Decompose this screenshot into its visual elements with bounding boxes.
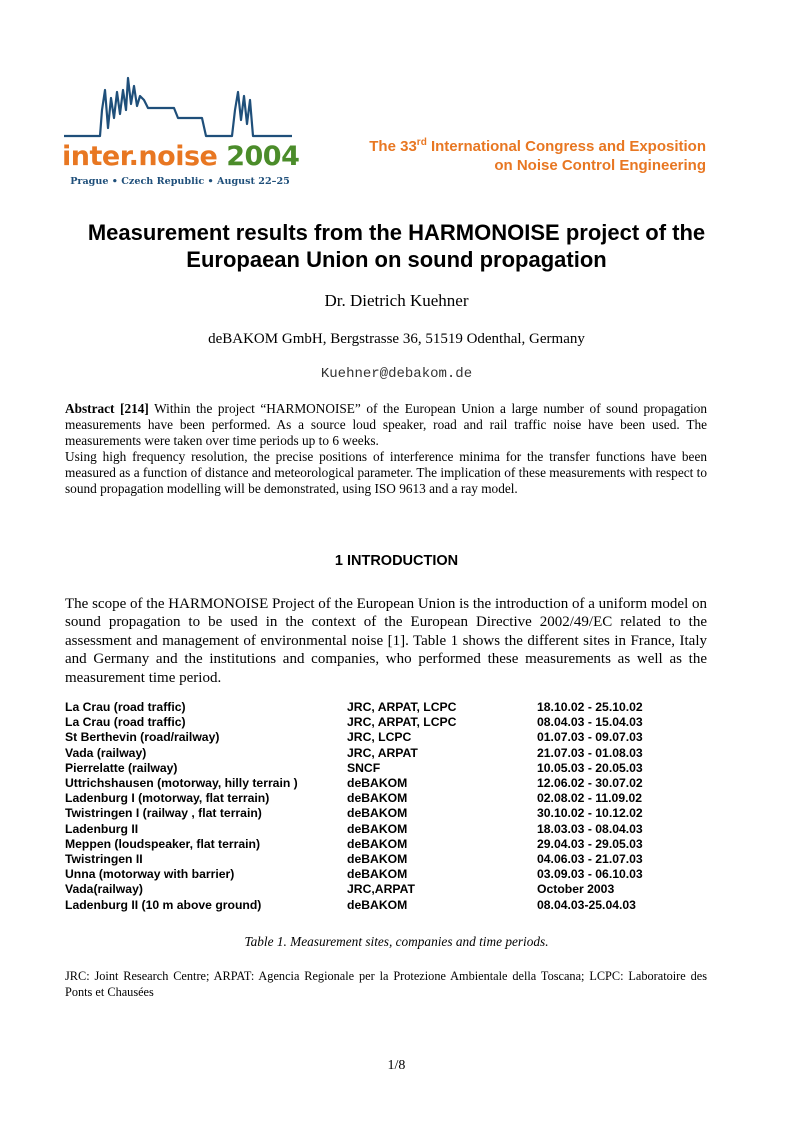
table-row: Uttrichshausen (motorway, hilly terrain ) deBAKOM 12.06.02 - 30.07.02 bbox=[65, 776, 643, 791]
section-heading-introduction: 1 INTRODUCTION bbox=[334, 553, 459, 569]
paper-title: Measurement results from the HARMONOISE project of the Europaean Union on sound propagation bbox=[87, 220, 706, 272]
author-email[interactable]: Kuehner@debakom.de bbox=[320, 366, 473, 382]
table-row: La Crau (road traffic) JRC, ARPAT, LCPC 18.10.02 - 25.10.02 bbox=[65, 700, 643, 714]
table-row: Twistringen II deBAKOM 04.06.03 - 21.07.03 bbox=[65, 852, 643, 867]
author-name: Dr. Dietrich Kuehner bbox=[324, 291, 469, 310]
table-row: Ladenburg I (motorway, flat terrain) deBAKOM 02.08.02 - 11.09.02 bbox=[65, 791, 643, 806]
table-row: St Berthevin (road/railway) JRC, LCPC 01.07.03 - 09.07.03 bbox=[65, 730, 643, 745]
table-row: Twistringen I (railway , flat terrain) deBAKOM 30.10.02 - 10.12.02 bbox=[65, 806, 643, 821]
table-caption: Table 1. Measurement sites, companies and time periods. bbox=[244, 934, 549, 949]
conference-logo bbox=[62, 70, 300, 195]
table-row: La Crau (road traffic) JRC, ARPAT, LCPC 08.04.03 - 15.04.03 bbox=[65, 715, 643, 730]
congress-header bbox=[369, 137, 706, 175]
table-row: Unna (motorway with barrier) deBAKOM 03.09.03 - 06.10.03 bbox=[65, 867, 643, 882]
page-number: 1/8 bbox=[387, 1058, 406, 1073]
conference-location: Prague • Czech Republic • August 22–25 bbox=[70, 176, 290, 187]
table-row: Meppen (loudspeaker, flat terrain) deBAKOM 29.04.03 - 29.05.03 bbox=[65, 836, 643, 851]
table-row: Vada(railway) JRC,ARPAT October 2003 bbox=[65, 882, 615, 897]
congress-line-2: on Noise Control Engineering bbox=[494, 157, 706, 174]
abstract-label: Abstract [214] bbox=[65, 401, 149, 416]
congress-line-1: The 33rd International Congress and Exposition bbox=[369, 137, 706, 155]
table-row: Ladenburg II deBAKOM 18.03.03 - 08.04.03 bbox=[65, 821, 643, 836]
author-affiliation: deBAKOM GmbH, Bergstrasse 36, 51519 Odenthal, Germany bbox=[208, 331, 585, 347]
abstract-paragraph-2: Using high frequency resolution, the precise positions of interference minima for the transfer functions have been measured as a function of distance and meteorological parameter. The implication of these measurements with respect to sound propagation modelling will be demonstrated, using ISO 9613 and a ray model. bbox=[65, 449, 707, 496]
abstract-paragraph-1: Abstract [214] Within the project “HARMONOISE” of the European Union a large number of sound propagation measurements have been performed. As a source loud speaker, road and rail traffic noise have been used. The measurements were taken over time periods up to 6 weeks. bbox=[65, 401, 707, 448]
conference-wordmark: inter.noise 2004 bbox=[62, 141, 300, 172]
introduction-paragraph: The scope of the HARMONOISE Project of the European Union is the introduction of a uniform model on sound propagation to be used in the context of the European Directive 2002/49/EC related to the assessment and management of environmental noise [1]. Table 1 shows the different sites in France, Italy and Germany and the institutions and companies, who performed these measurements as well as the measurement time period. bbox=[65, 596, 707, 686]
abbreviations-note: JRC: Joint Research Centre; ARPAT: Agencia Regionale per la Protezione Ambientale della Toscana; LCPC: Laboratoire des Ponts et Chausées bbox=[65, 969, 707, 999]
skyline-graphic bbox=[62, 70, 294, 140]
table-row: Ladenburg II (10 m above ground) deBAKOM 08.04.03-25.04.03 bbox=[65, 897, 636, 912]
measurement-sites-table bbox=[65, 700, 707, 913]
noise-waveform-skyline bbox=[64, 78, 292, 136]
table-row: Vada (railway) JRC, ARPAT 21.07.03 - 01.08.03 bbox=[65, 745, 643, 760]
abstract bbox=[65, 401, 707, 497]
table-row: Pierrelatte (railway) SNCF 10.05.03 - 20.05.03 bbox=[65, 760, 643, 775]
